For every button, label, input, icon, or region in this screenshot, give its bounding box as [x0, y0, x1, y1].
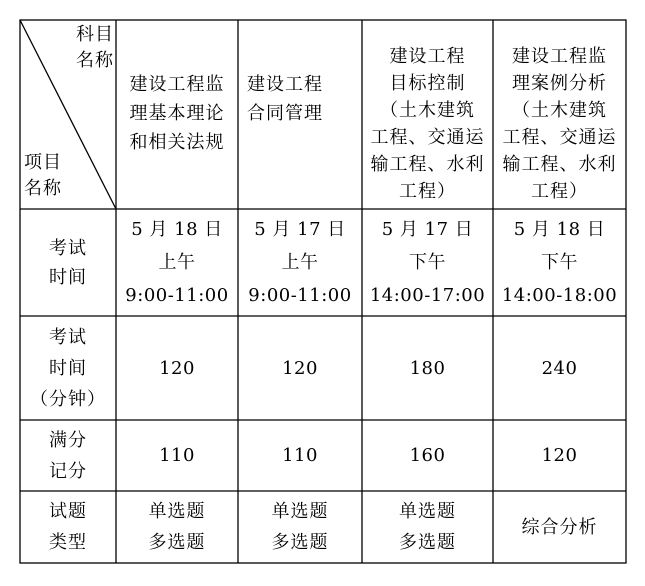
corner-top-line-2: 名称	[76, 50, 114, 71]
row-4-label-line-1: 试题	[49, 501, 87, 522]
row-4-label-line-2: 类型	[49, 532, 87, 553]
row-label-exam-time	[21, 210, 115, 315]
duration-4-value: 240	[541, 357, 578, 379]
duration-1-value: 120	[159, 357, 195, 379]
qtype-2-line-1: 单选题	[271, 501, 329, 522]
subject-4-line-5: 输工程、水利	[502, 154, 617, 175]
subject-4-line-1: 建设工程监	[512, 46, 607, 67]
row-2-label-line-2: 时间	[49, 357, 87, 379]
score-theory	[117, 421, 237, 490]
exam-time-1-date: 5 月 18 日	[131, 219, 223, 240]
corner-bottom-line-1: 项目	[24, 152, 62, 173]
score-case	[494, 421, 625, 490]
subject-header-contract	[239, 70, 361, 130]
score-4-value: 120	[541, 445, 578, 466]
score-3-value: 160	[409, 445, 446, 466]
score-2-value: 110	[282, 445, 318, 466]
row-label-duration	[21, 317, 115, 419]
qtype-theory	[117, 492, 237, 562]
exam-time-1-hours: 9:00-11:00	[125, 285, 229, 306]
subject-2-line-1: 建设工程	[247, 74, 323, 95]
subject-header-case	[494, 43, 625, 207]
exam-time-2-date: 5 月 17 日	[254, 219, 346, 240]
exam-time-4-period: 下午	[541, 252, 578, 273]
score-contract	[239, 421, 361, 490]
row-label-full-score	[21, 421, 115, 490]
subject-3-line-3: （土木建筑	[380, 100, 475, 121]
duration-case	[494, 317, 625, 419]
score-control	[363, 421, 492, 490]
corner-top-line-1: 科目	[76, 24, 114, 45]
subject-4-line-2: 理案例分析	[512, 73, 607, 94]
qtype-case	[494, 492, 625, 562]
subject-2-line-2: 合同管理	[247, 103, 323, 124]
row-3-label-line-2: 记分	[49, 460, 87, 482]
row-1-label-line-1: 考试	[49, 237, 87, 259]
corner-bottom-label	[24, 150, 84, 208]
exam-time-2-hours: 9:00-11:00	[248, 285, 352, 306]
row-2-label-line-3: （分钟）	[30, 388, 106, 410]
subject-1-line-2: 理基本理论	[129, 103, 225, 124]
subject-3-line-1: 建设工程	[389, 46, 466, 67]
subject-header-control	[363, 43, 492, 207]
duration-2-value: 120	[282, 357, 318, 379]
qtype-1-line-1: 单选题	[148, 501, 206, 522]
exam-time-3-hours: 14:00-17:00	[369, 285, 486, 306]
qtype-2-line-2: 多选题	[271, 532, 329, 553]
exam-time-4-date: 5 月 18 日	[513, 219, 606, 240]
duration-contract	[239, 317, 361, 419]
qtype-contract	[239, 492, 361, 562]
exam-time-case	[494, 210, 625, 315]
score-1-value: 110	[159, 445, 195, 466]
row-label-question-type	[21, 492, 115, 562]
exam-time-4-hours: 14:00-18:00	[501, 285, 618, 306]
exam-time-theory	[117, 210, 237, 315]
subject-1-line-1: 建设工程监	[129, 74, 225, 95]
subject-4-line-4: 工程、交通运	[502, 127, 617, 148]
exam-time-3-period: 下午	[409, 252, 446, 273]
duration-theory	[117, 317, 237, 419]
qtype-3-line-1: 单选题	[399, 501, 456, 522]
row-2-label-line-1: 考试	[49, 326, 87, 348]
exam-time-1-period: 上午	[158, 252, 196, 273]
subject-3-line-2: 目标控制	[389, 73, 466, 94]
qtype-3-line-2: 多选题	[399, 532, 456, 553]
qtype-4-line-1: 综合分析	[521, 516, 598, 538]
corner-bottom-line-2: 名称	[24, 178, 62, 199]
row-3-label-line-1: 满分	[49, 429, 87, 451]
duration-3-value: 180	[409, 357, 446, 379]
subject-3-line-6: 工程）	[399, 181, 456, 202]
subject-4-line-6: 工程）	[531, 181, 588, 202]
subject-3-line-5: 输工程、水利	[370, 154, 485, 175]
subject-3-line-4: 工程、交通运	[370, 127, 485, 148]
subject-4-line-3: （土木建筑	[512, 100, 607, 121]
corner-top-label	[58, 22, 114, 82]
subject-1-line-3: 和相关法规	[129, 132, 225, 153]
exam-time-3-date: 5 月 17 日	[381, 219, 474, 240]
subject-header-theory	[117, 70, 237, 160]
row-1-label-line-2: 时间	[49, 266, 87, 288]
qtype-control	[363, 492, 492, 562]
qtype-1-line-2: 多选题	[148, 532, 206, 553]
exam-time-control	[363, 210, 492, 315]
exam-time-contract	[239, 210, 361, 315]
exam-time-2-period: 上午	[281, 252, 319, 273]
duration-control	[363, 317, 492, 419]
